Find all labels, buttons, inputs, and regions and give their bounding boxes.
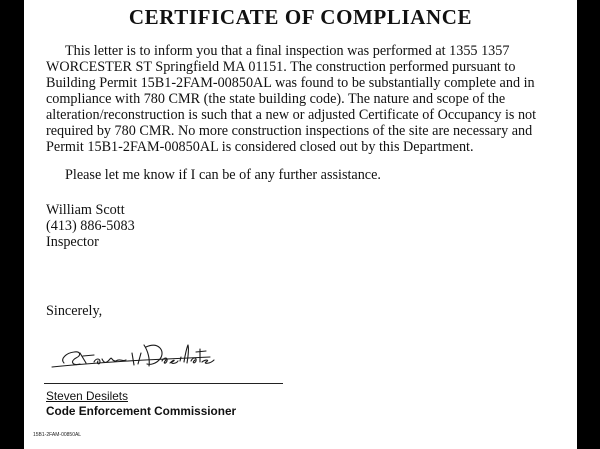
page-title: CERTIFICATE OF COMPLIANCE: [128, 5, 473, 29]
body-line-4: compliance with 780 CMR (the state building code). The nature and scope of the: [46, 91, 506, 107]
body-line-5: alteration/reconstruction is such that a new or adjusted Certificate of Occupancy is not: [46, 107, 537, 123]
signature-line: [44, 383, 283, 384]
signer-title: Code Enforcement Commissioner: [46, 404, 237, 418]
sincerely-text: Sincerely,: [46, 303, 103, 319]
inspector-name: William Scott: [46, 202, 125, 218]
body-line-6: required by 780 CMR. No more construction inspections of the site are necessary and: [46, 123, 533, 139]
footer-reference: 15B1-2FAM-00850AL: [33, 432, 82, 438]
inspector-title: Inspector: [46, 234, 99, 250]
inspector-phone: (413) 886-5083: [46, 218, 135, 234]
handwritten-signature: [50, 333, 220, 375]
body-line-3: Building Permit 15B1-2FAM-00850AL was found to be substantially complete and in: [46, 75, 535, 91]
body-line-7: Permit 15B1-2FAM-00850AL is considered closed out by this Department.: [46, 139, 474, 155]
signer-name: Steven Desilets: [46, 389, 128, 403]
body-line-2: WORCESTER ST Springfield MA 01151. The construction performed pursuant to: [46, 59, 516, 75]
body-line-1: This letter is to inform you that a final inspection was performed at 1355 1357: [65, 43, 510, 59]
closing-line: Please let me know if I can be of any further assistance.: [65, 167, 381, 183]
certificate-page: [24, 0, 577, 449]
